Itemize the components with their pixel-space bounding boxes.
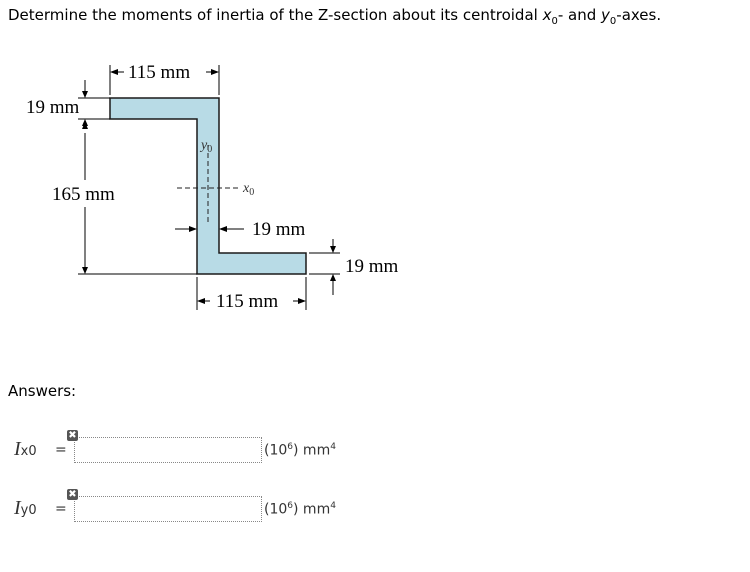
web-thickness-label: 19 mm [252, 219, 306, 240]
z-section-figure [0, 45, 420, 335]
y-sub: 0 [609, 16, 617, 27]
iy0-symbol: Iy0 [14, 497, 37, 519]
question-text-after: -axes. [616, 6, 662, 24]
answers-heading: Answers: [8, 382, 77, 400]
x-var: x [542, 6, 552, 24]
equals-sign: = [55, 501, 67, 517]
ix0-answer-input[interactable] [74, 437, 262, 463]
top-width-label: 115 mm [128, 62, 191, 83]
question-text [8, 6, 661, 27]
iy0-answer-input[interactable] [74, 496, 262, 522]
inner-height-label: 165 mm [52, 184, 115, 205]
y-axis-label: $y_0$ [201, 138, 213, 155]
bottom-width-label: 115 mm [216, 291, 279, 312]
question-text-middle: - and [557, 6, 602, 24]
x-sub: 0 [551, 16, 558, 27]
iy0-units: $(10^6)$ $mm^4$ [264, 501, 336, 518]
y-var: y [601, 6, 610, 24]
x-axis-label: $x_0$ [243, 181, 255, 198]
answer-row-iy0 [0, 489, 750, 529]
ix0-symbol: Ix0 [14, 438, 37, 460]
top-thickness-label: 19 mm [26, 97, 80, 118]
incorrect-icon: ✖ [68, 489, 77, 500]
question-text-before: Determine the moments of inertia of the Z-section about its centroidal [8, 6, 543, 24]
answer-row-ix0 [0, 430, 750, 470]
ix0-units: $(10^6)$ $mm^4$ [264, 442, 336, 459]
equals-sign: = [55, 442, 67, 458]
z-section-diagram [0, 45, 420, 335]
incorrect-icon: ✖ [68, 430, 77, 441]
bottom-thickness-label: 19 mm [345, 256, 399, 277]
